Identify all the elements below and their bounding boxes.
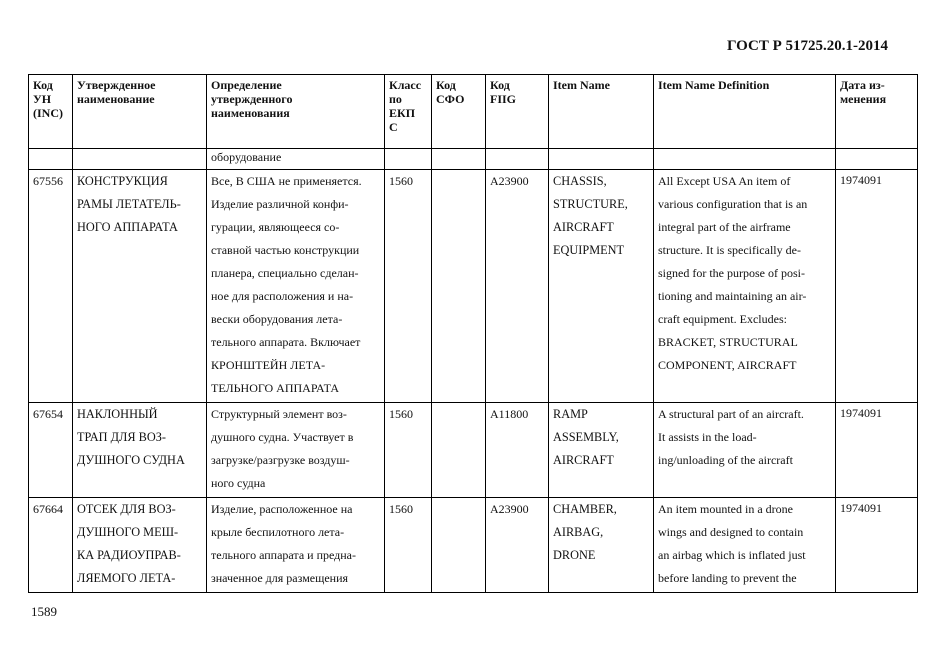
- cell-line: CHAMBER,: [553, 502, 617, 516]
- cell-line: ДУШНОГО СУДНА: [77, 453, 185, 467]
- header-line: наименования: [211, 106, 290, 120]
- header-line: Код: [490, 78, 510, 92]
- cell-line: craft equipment. Excludes:: [658, 312, 787, 326]
- cell-line: RAMP: [553, 407, 588, 421]
- col-item-name-header: [549, 75, 654, 149]
- definition-cell: [207, 498, 385, 593]
- cell-line: тельного аппарата и предна-: [211, 548, 357, 562]
- cell-line: РАМЫ ЛЕТАТЕЛЬ-: [77, 197, 181, 211]
- col-fiig-header: [486, 75, 549, 149]
- item-name-cell: [549, 170, 654, 403]
- sfo-cell: [432, 403, 486, 498]
- header-line: Дата из-: [840, 78, 885, 92]
- continuation-definition: оборудование: [207, 149, 385, 170]
- item-name-cell: [549, 403, 654, 498]
- cell-line: Изделие, расположенное на: [211, 502, 353, 516]
- col-inc-header: [29, 75, 73, 149]
- date-cell: 1974091: [836, 403, 918, 498]
- inc-cell: 67556: [29, 170, 73, 403]
- inc-cell: 67664: [29, 498, 73, 593]
- sfo-cell: [432, 170, 486, 403]
- approved-name-cell: [73, 170, 207, 403]
- cell-line: душного судна. Участвует в: [211, 430, 354, 444]
- cell-line: structure. It is specifically de-: [658, 243, 801, 257]
- page-number: 1589: [31, 604, 57, 619]
- header-line: Утвержденное: [77, 78, 156, 92]
- date-cell: 1974091: [836, 498, 918, 593]
- definition-cell: [207, 403, 385, 498]
- inc-cell: 67654: [29, 403, 73, 498]
- cell-line: НОГО АППАРАТА: [77, 220, 178, 234]
- cell-line: signed for the purpose of posi-: [658, 266, 805, 280]
- cell-line: before landing to prevent the: [658, 571, 797, 585]
- cell-line: wings and designed to contain: [658, 525, 804, 539]
- cell-line: гурации, являющееся со-: [211, 220, 340, 234]
- table-row: [29, 403, 918, 498]
- table-row: [29, 498, 918, 593]
- cell-line: крыле беспилотного лета-: [211, 525, 345, 539]
- cell-line: Все, В США не применяется.: [211, 174, 362, 188]
- cell-line: планера, специально сделан-: [211, 266, 359, 280]
- cell-line: Изделие различной конфи-: [211, 197, 349, 211]
- cell-line: ТЕЛЬНОГО АППАРАТА: [211, 381, 339, 395]
- table-header-row: [29, 75, 918, 149]
- cell-line: НАКЛОННЫЙ: [77, 407, 158, 421]
- class-cell: 1560: [385, 498, 432, 593]
- header-line: Код: [436, 78, 456, 92]
- cell-line: ДУШНОГО МЕШ-: [77, 525, 179, 539]
- fiig-cell: A23900: [486, 498, 549, 593]
- cell-line: It assists in the load-: [658, 430, 757, 444]
- cell-line: КА РАДИОУПРАВ-: [77, 548, 181, 562]
- cell-line: AIRCRAFT: [553, 453, 614, 467]
- header-line: наименование: [77, 92, 155, 106]
- col-definition-header: [207, 75, 385, 149]
- header-line: по: [389, 92, 402, 106]
- cell-line: КОНСТРУКЦИЯ: [77, 174, 168, 188]
- item-definition-cell: [654, 170, 836, 403]
- cell-line: ставной частью конструкции: [211, 243, 360, 257]
- cell-line: EQUIPMENT: [553, 243, 625, 257]
- class-cell: 1560: [385, 403, 432, 498]
- header-line: Item Name Definition: [658, 78, 770, 92]
- cell-line: ing/unloading of the aircraft: [658, 453, 793, 467]
- sfo-cell: [432, 498, 486, 593]
- cell-line: AIRCRAFT: [553, 220, 614, 234]
- cell-line: ное для расположения и на-: [211, 289, 354, 303]
- approved-name-cell: [73, 498, 207, 593]
- cell-line: Структурный элемент воз-: [211, 407, 347, 421]
- header-line: УН: [33, 92, 52, 106]
- cell-line: AIRBAG,: [553, 525, 604, 539]
- header-line: FIIG: [490, 92, 517, 106]
- item-definition-cell: [654, 403, 836, 498]
- cell-line: ного судна: [211, 476, 266, 490]
- date-cell: 1974091: [836, 170, 918, 403]
- approved-name-cell: [73, 403, 207, 498]
- header-line: С: [389, 120, 398, 134]
- col-change-date-header: [836, 75, 918, 149]
- cell-line: ASSEMBLY,: [553, 430, 619, 444]
- header-line: ЕКП: [389, 106, 416, 120]
- header-line: утвержденного: [211, 92, 293, 106]
- col-class-header: [385, 75, 432, 149]
- cell-line: integral part of the airframe: [658, 220, 791, 234]
- cell-line: tioning and maintaining an air-: [658, 289, 807, 303]
- header-line: Определение: [211, 78, 282, 92]
- cell-line: STRUCTURE,: [553, 197, 628, 211]
- cell-line: вески оборудования лета-: [211, 312, 343, 326]
- cell-line: BRACKET, STRUCTURAL: [658, 335, 798, 349]
- fiig-cell: A23900: [486, 170, 549, 403]
- table-row: [29, 170, 918, 403]
- header-line: СФО: [436, 92, 465, 106]
- continuation-row: [29, 149, 918, 170]
- cell-line: various configuration that is an: [658, 197, 808, 211]
- cell-line: ЛЯЕМОГО ЛЕТА-: [77, 571, 176, 585]
- header-line: менения: [840, 92, 887, 106]
- cell-line: an airbag which is inflated just: [658, 548, 806, 562]
- cell-line: A structural part of an aircraft.: [658, 407, 804, 421]
- header-line: Item Name: [553, 78, 610, 92]
- document-standard-header: ГОСТ Р 51725.20.1-2014: [726, 38, 888, 54]
- col-item-name-definition-header: [654, 75, 836, 149]
- cell-line: DRONE: [553, 548, 596, 562]
- col-approved-name-header: [73, 75, 207, 149]
- col-sfo-header: [432, 75, 486, 149]
- header-line: (INC): [33, 106, 63, 120]
- nomenclature-table: [28, 74, 918, 593]
- header-line: Класс: [389, 78, 422, 92]
- cell-line: КРОНШТЕЙН ЛЕТА-: [211, 358, 326, 372]
- item-definition-cell: [654, 498, 836, 593]
- cell-line: загрузке/разгрузке воздуш-: [211, 453, 350, 467]
- item-name-cell: [549, 498, 654, 593]
- cell-line: An item mounted in a drone: [658, 502, 793, 516]
- cell-line: значенное для размещения: [211, 571, 349, 585]
- header-line: Код: [33, 78, 53, 92]
- cell-line: ОТСЕК ДЛЯ ВОЗ-: [77, 502, 176, 516]
- cell-line: All Except USA An item of: [658, 174, 791, 188]
- cell-line: COMPONENT, AIRCRAFT: [658, 358, 797, 372]
- cell-line: CHASSIS,: [553, 174, 607, 188]
- class-cell: 1560: [385, 170, 432, 403]
- cell-line: тельного аппарата. Включает: [211, 335, 361, 349]
- definition-cell: [207, 170, 385, 403]
- fiig-cell: A11800: [486, 403, 549, 498]
- cell-line: ТРАП ДЛЯ ВОЗ-: [77, 430, 166, 444]
